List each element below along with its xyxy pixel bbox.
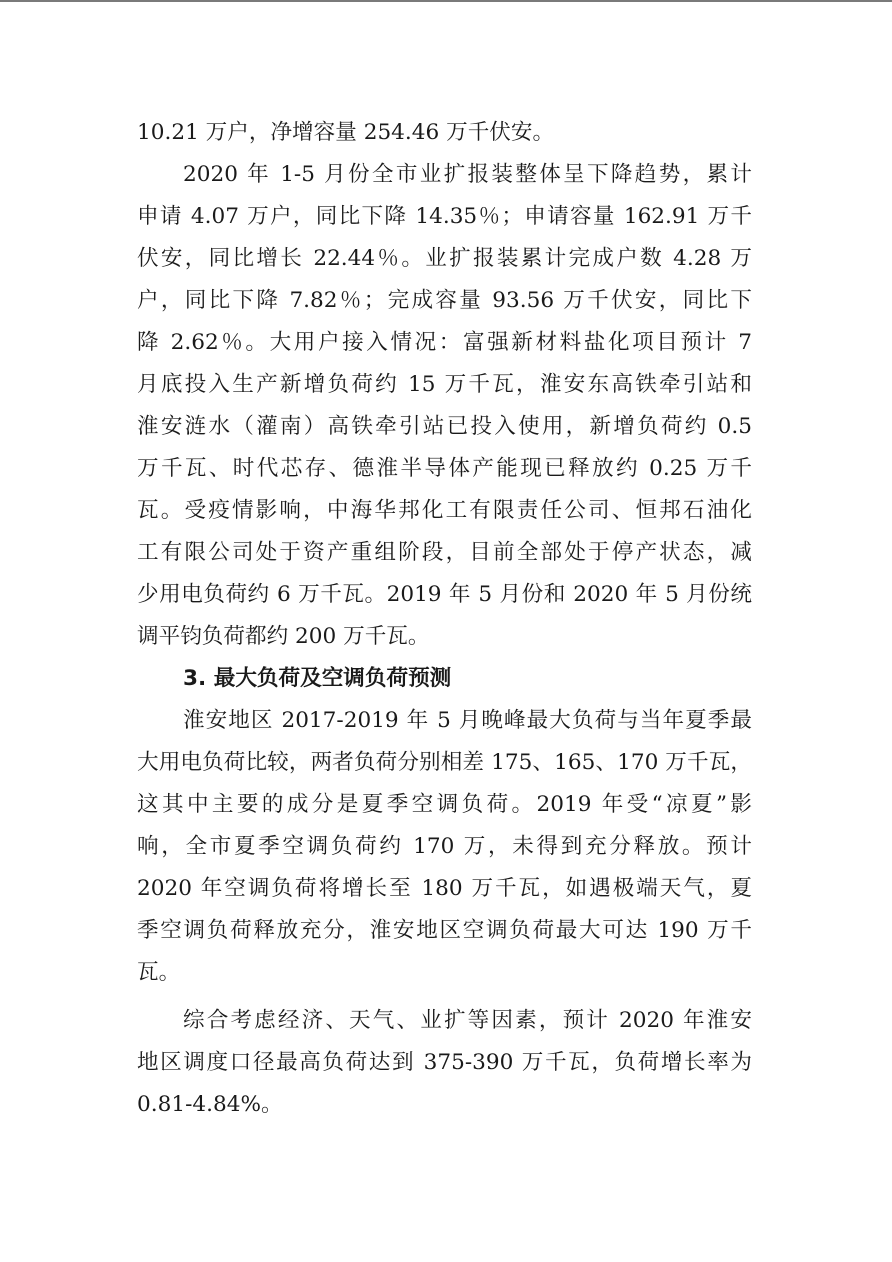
text-line: 瓦。受疫情影响，中海华邦化工有限责任公司、恒邦石油化 bbox=[137, 498, 752, 523]
text-line: 少用电负荷约 6 万千瓦。2019 年 5 月份和 2020 年 5 月份统 bbox=[137, 582, 752, 607]
text-line: 伏安，同比增长 22.44％。业扩报装累计完成户数 4.28 万 bbox=[137, 246, 752, 271]
text-line: 万千瓦、时代芯存、德淮半导体产能现已释放约 0.25 万千 bbox=[137, 456, 752, 481]
section-heading: 3. 最大负荷及空调负荷预测 bbox=[183, 666, 452, 691]
text-line: 淮安地区 2017-2019 年 5 月晚峰最大负荷与当年夏季最 bbox=[183, 708, 752, 733]
text-line: 这其中主要的成分是夏季空调负荷。2019 年受“凉夏”影 bbox=[137, 792, 752, 817]
paragraph-4 bbox=[137, 1000, 752, 1126]
text-line: 降 2.62％。大用户接入情况：富强新材料盐化项目预计 7 bbox=[137, 330, 752, 355]
text-line: 2020 年空调负荷将增长至 180 万千瓦，如遇极端天气，夏 bbox=[137, 876, 752, 901]
paragraph-1 bbox=[137, 112, 752, 154]
text-line: 综合考虑经济、天气、业扩等因素，预计 2020 年淮安 bbox=[183, 1008, 752, 1033]
text-line: 地区调度口径最高负荷达到 375-390 万千瓦，负荷增长率为 bbox=[137, 1050, 752, 1075]
text-line: 调平钧负荷都约 200 万千瓦。 bbox=[137, 624, 430, 649]
document-body bbox=[137, 112, 752, 1126]
text-line: 工有限公司处于资产重组阶段，目前全部处于停产状态，减 bbox=[137, 540, 752, 565]
text-line: 月底投入生产新增负荷约 15 万千瓦，淮安东高铁牵引站和 bbox=[137, 372, 752, 397]
text-line: 季空调负荷释放充分，淮安地区空调负荷最大可达 190 万千 bbox=[137, 918, 752, 943]
text-line: 10.21 万户，净增容量 254.46 万千伏安。 bbox=[137, 120, 555, 145]
text-line: 申请 4.07 万户，同比下降 14.35％；申请容量 162.91 万千 bbox=[137, 204, 752, 229]
text-line: 2020 年 1-5 月份全市业扩报装整体呈下降趋势，累计 bbox=[183, 162, 752, 187]
page-top-border bbox=[0, 0, 892, 2]
text-line: 响，全市夏季空调负荷约 170 万，未得到充分释放。预计 bbox=[137, 834, 752, 859]
text-line: 大用电负荷比较，两者负荷分别相差 175、165、170 万千瓦， bbox=[137, 750, 752, 775]
text-line: 0.81-4.84%。 bbox=[137, 1092, 283, 1117]
text-line: 瓦。 bbox=[137, 960, 181, 985]
paragraph-3 bbox=[137, 700, 752, 994]
paragraph-2 bbox=[137, 154, 752, 658]
text-line: 户，同比下降 7.82％；完成容量 93.56 万千伏安，同比下 bbox=[137, 288, 752, 313]
text-line: 淮安涟水（灌南）高铁牵引站已投入使用，新增负荷约 0.5 bbox=[137, 414, 752, 439]
